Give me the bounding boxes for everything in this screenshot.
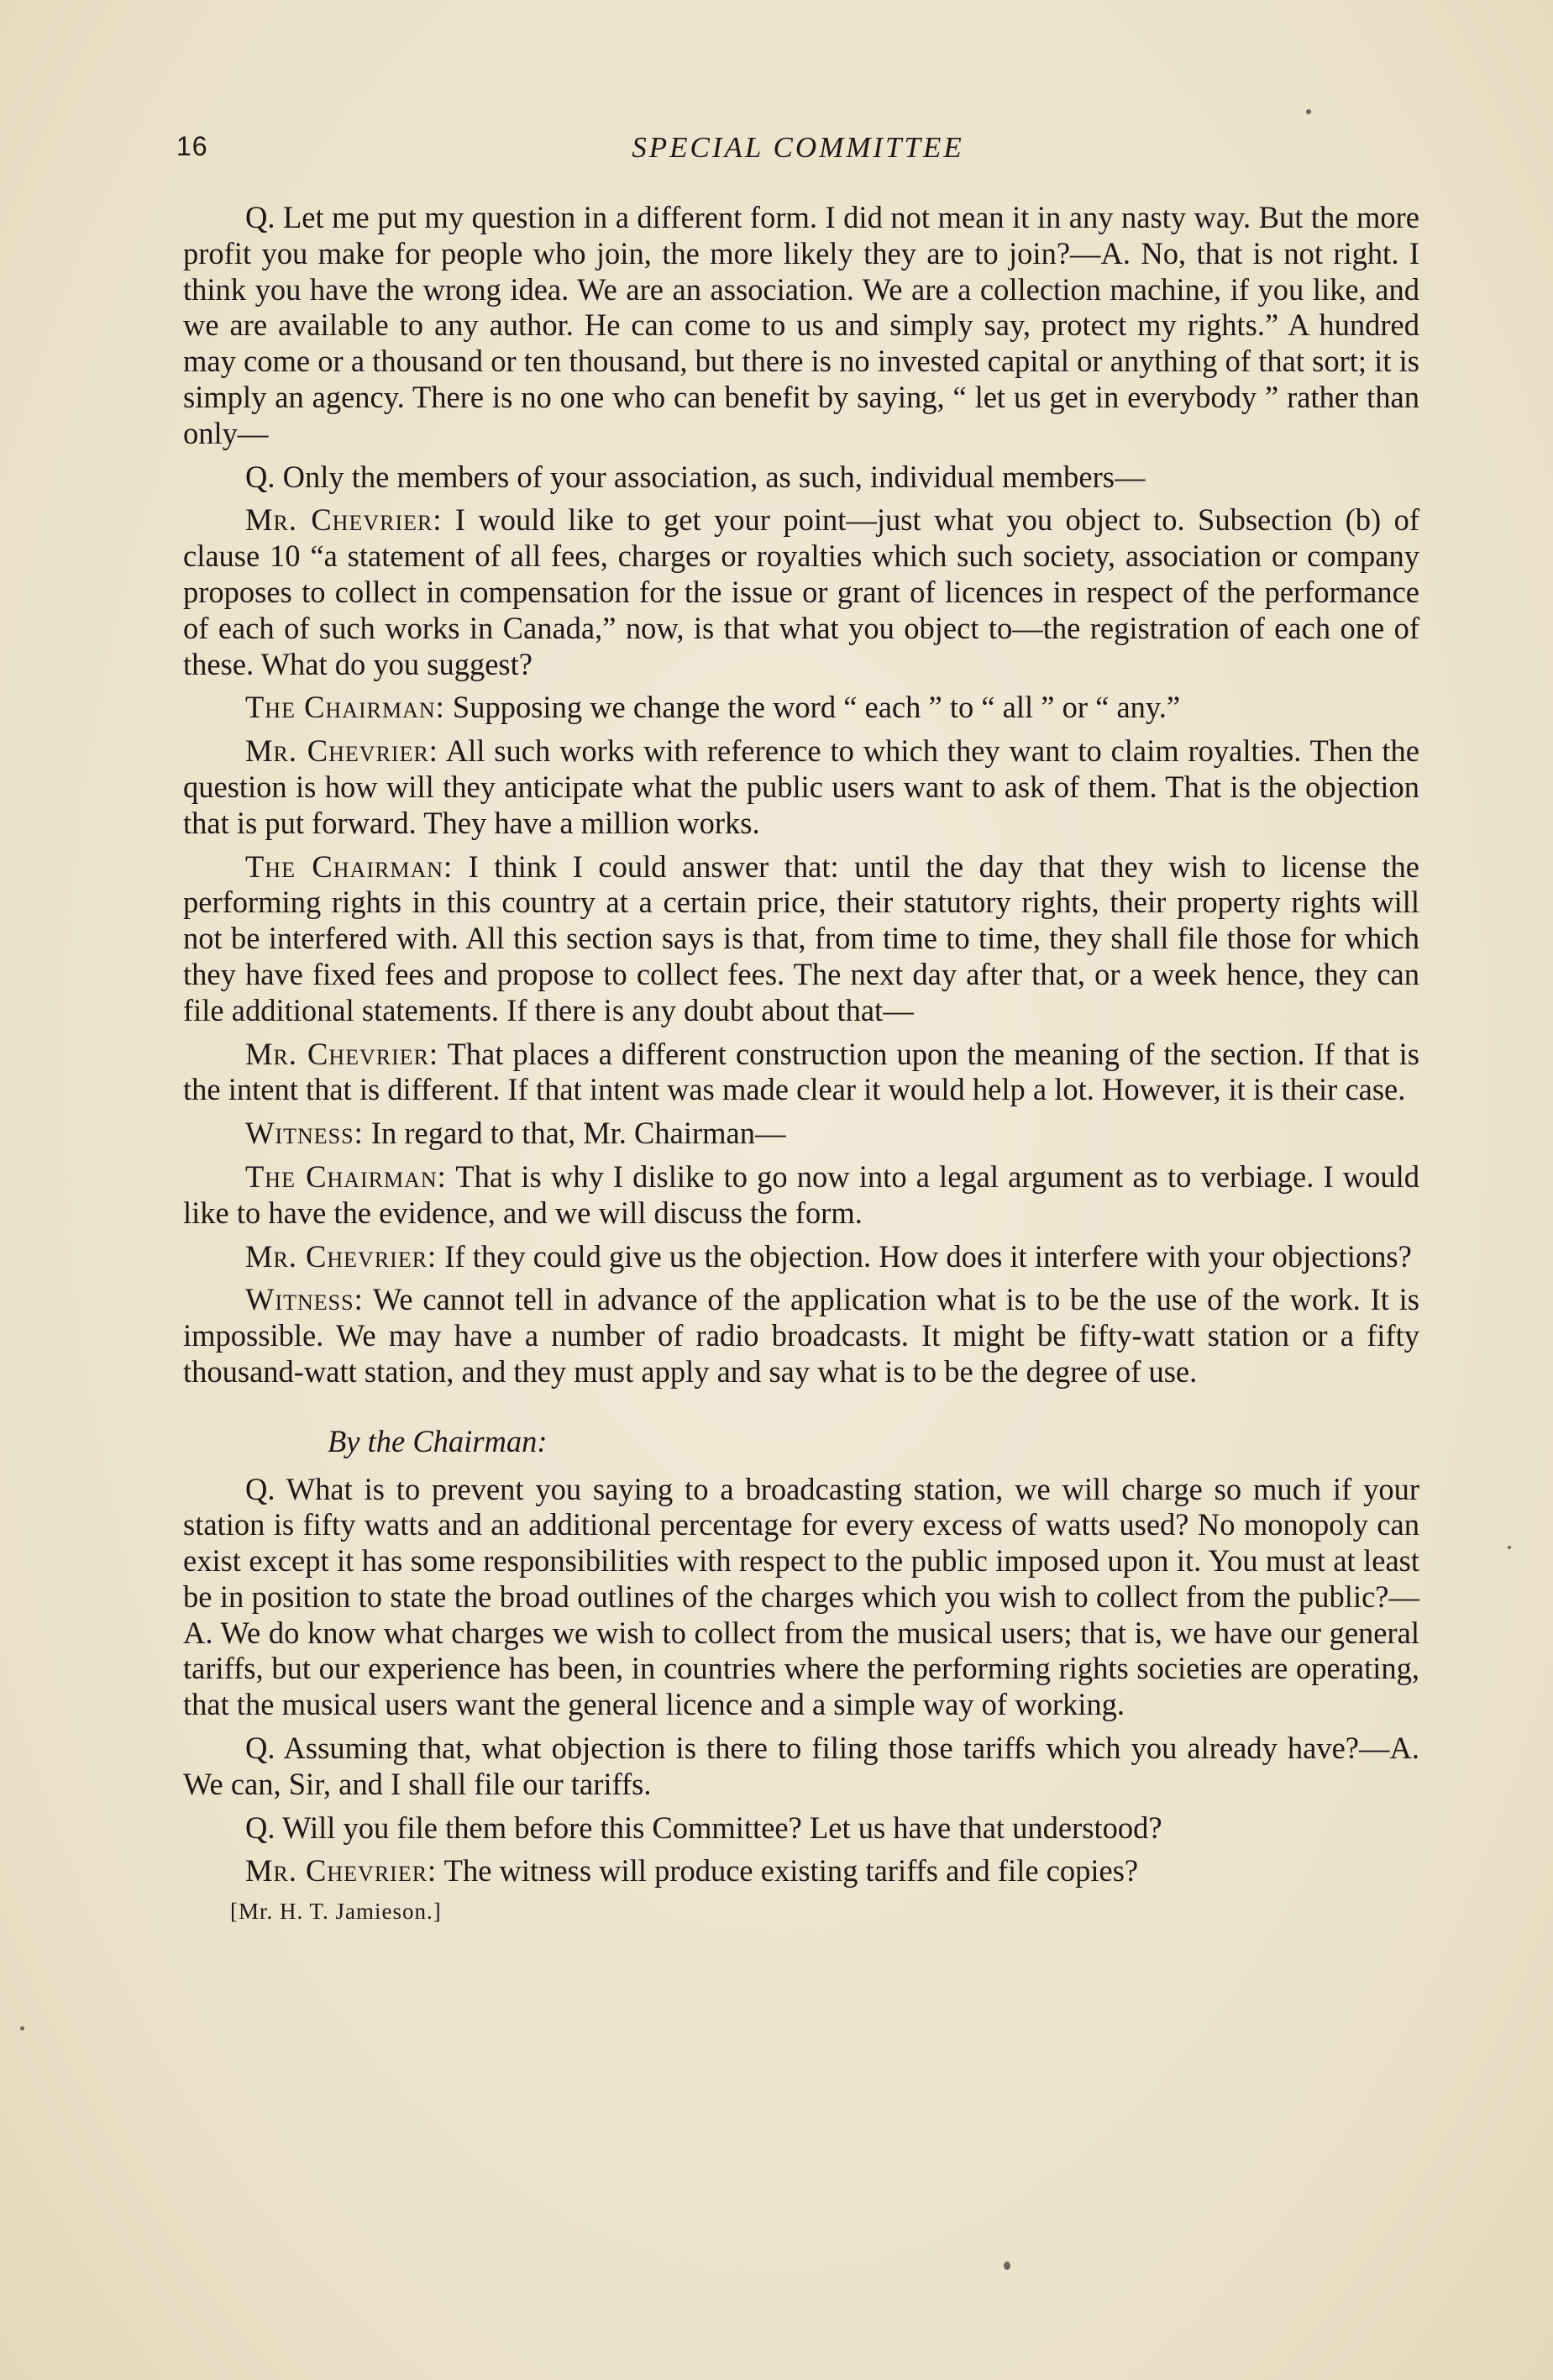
- witness-citation: [Mr. H. T. Jamieson.]: [230, 1899, 442, 1925]
- speaker-paragraph: [183, 849, 1419, 1029]
- paragraph-text: We cannot tell in advance of the application what is to be the use of the work. It is impossible. We may have a number of radio broadcasts. It might be fifty-watt station or a fifty thousand-watt station, and they must apply and say what is to be the degree of use.: [183, 1282, 1420, 1389]
- speaker-name: Mr. Chevrier:: [245, 733, 438, 769]
- speaker-paragraph: [183, 1037, 1419, 1109]
- running-head: SPECIAL COMMITTEE: [632, 131, 964, 164]
- speaker-name: The Chairman:: [245, 690, 445, 725]
- speaker-name: Mr. Chevrier:: [245, 1853, 438, 1889]
- speaker-paragraph: [183, 690, 1419, 726]
- speaker-name: The Chairman:: [245, 1158, 447, 1194]
- ink-speck: [20, 2026, 24, 2031]
- speaker-paragraph: [183, 1853, 1419, 1889]
- paragraph-text: I think I could answer that: until the day that they wish to license the performing rights in this country at a certain price, their statutory rights, their property rights will not be interfered with. All this section says is that, from time to time, they shall file those for which they have fixed fees and propose to collect fees. The next day after that, or a week hence, they can file additional statements. If there is any doubt about that—: [183, 848, 1419, 1027]
- speaker-paragraph: [183, 1116, 1419, 1152]
- speaker-paragraph: [183, 1282, 1419, 1390]
- question-paragraph: [183, 1731, 1419, 1803]
- paragraph-text: Q. What is to prevent you saying to a broadcasting station, we will charge so much if your station is fifty watts and an additional percentage for every excess of watts used? No monopoly can exist except it has some responsibilities with respect to the public imposed upon it. You must at least be in position to state the broad outlines of the charges which you wish to collect from the public?—A. We do know what charges we wish to collect from the musical users; that is, we have our general tariffs, but our experience has been, in countries where the performing rights societies are operating, that the musical users want the general licence and a simple way of working.: [183, 1471, 1419, 1722]
- speaker-paragraph: [183, 1159, 1419, 1232]
- paragraph-text: Q. Let me put my question in a different form. I did not mean it in any nasty way. But the more profit you make for people who join, the more likely they are to join?—A. No, that is not right. I think you have the wrong idea. We are an association. We are a collection machine, if you like, and we are available to any author. He can come to us and simply say, protect my rights.” A hundred may come or a thousand or ten thousand, but there is no invested capital or anything of that sort; it is simply an agency. There is no one who can benefit by saying, “ let us get in everybody ” rather than only—: [183, 200, 1419, 450]
- page-header: [176, 131, 1419, 171]
- speaker-name: Mr. Chevrier:: [245, 1036, 439, 1071]
- paragraph-text: The witness will produce existing tariffs and file copies?: [443, 1853, 1139, 1889]
- paragraph-text: Q. Assuming that, what objection is there to filing those tariffs which you already have?—A. We can, Sir, and I shall file our tariffs.: [183, 1731, 1419, 1801]
- ink-speck: [1508, 1546, 1511, 1549]
- question-paragraph: [183, 1472, 1419, 1724]
- speaker-name: Mr. Chevrier:: [245, 1238, 438, 1274]
- paragraph-text: Q. Will you file them before this Committee? Let us have that understood?: [245, 1810, 1162, 1845]
- speaker-paragraph: [183, 1239, 1419, 1275]
- section-subheading: By the Chairman:: [328, 1423, 548, 1458]
- speaker-name: Witness:: [245, 1116, 364, 1151]
- paragraph-text: In regard to that, Mr. Chairman—: [370, 1116, 786, 1151]
- paragraph-text: If they could give us the objection. How does it interfere with your objections?: [444, 1238, 1412, 1274]
- question-paragraph: [183, 460, 1419, 496]
- transcript-body: [183, 200, 1419, 1926]
- speaker-name: Mr. Chevrier:: [245, 502, 443, 538]
- ink-speck: [1004, 2262, 1010, 2270]
- speaker-name: Witness:: [245, 1282, 364, 1317]
- speaker-paragraph: [183, 733, 1419, 841]
- paragraph-text: I would like to get your point—just what you object to. Subsection (b) of clause 10 “a statement of all fees, charges or royalties which such society, association or company proposes to collect in compensation for the issue or grant of licences in respect of the performance of each of such works in Canada,” now, is that what you object to—the registration of each one of these. What do you suggest?: [183, 502, 1419, 681]
- question-paragraph: [183, 200, 1419, 452]
- ink-speck: [1306, 109, 1311, 114]
- speaker-paragraph: [183, 502, 1419, 682]
- paragraph-text: Q. Only the members of your association, as such, individual members—: [245, 459, 1146, 494]
- paragraph-text: All such works with reference to which they want to claim royalties. Then the question is how will they anticipate what the public users want to ask of them. That is the objection that is put forward. They have a million works.: [183, 733, 1419, 840]
- page-number: 16: [176, 131, 208, 161]
- speaker-name: The Chairman:: [245, 848, 454, 884]
- question-paragraph: [183, 1810, 1419, 1847]
- paragraph-text: That places a different construction upon the meaning of the section. If that is the intent that is different. If that intent was made clear it would help a lot. However, it is their case.: [183, 1036, 1419, 1107]
- paragraph-text: Supposing we change the word “ each ” to “ all ” or “ any.”: [452, 690, 1181, 725]
- paragraph-text: That is why I dislike to go now into a legal argument as to verbiage. I would like to have the evidence, and we will discuss the form.: [183, 1158, 1420, 1230]
